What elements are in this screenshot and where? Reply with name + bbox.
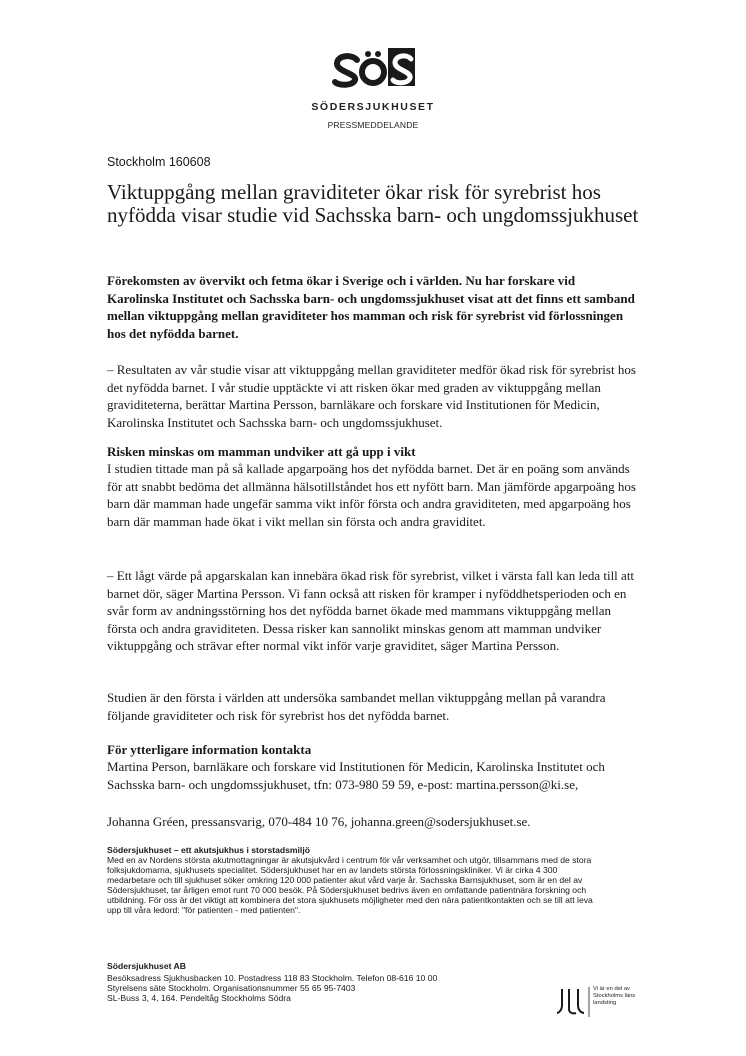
region-affiliation: Vi är en del av Stockholms läns landsting bbox=[593, 986, 636, 1006]
sos-logo bbox=[0, 48, 746, 94]
seat-line: Styrelsens säte Stockholm. Organisationsnummer 55 65 95-7403 bbox=[107, 983, 356, 994]
body-paragraph-4: Studien är den första i världen att undersöka sambandet mellan viktuppgång mellan på varandra följande graviditeter och risk för syrebrist hos det nyfödda barnet. bbox=[107, 690, 606, 723]
contact-johanna: Johanna Gréen, pressansvarig, 070-484 10 76, johanna.green@sodersjukhuset.se. bbox=[107, 814, 531, 829]
about-text: Med en av Nordens största akutmottagningar är akutsjukvård i centrum för vår verksamhet och utgör, tillsammans med de stora folksjukdomarna, sjukhusets specialitet. Södersjukhuset har en av landets största förlossningskliniker. Vi är cirka 4 300 medarbetare och till sjukhuset söker omkring 120 000 patienter akut vård varje år. Sachsska Barnsjukhuset, som är en del av Södersjukhuset, tar årligen emot runt 70 000 besök. På Södersjukhuset bedrivs även en omfattande patientnära forskning och utbildning. För oss är det viktigt att kombinera det stora sjukhusets möjligheter med den nära patientkontakten och se till att leva upp till våra ledord: "för patienten - med patienten". bbox=[107, 855, 593, 916]
body-paragraph-3: – Ett lågt värde på apgarskalan kan innebära ökad risk för syrebrist, vilket i värsta fall kan leda till att barnet dör, säger Martina Persson. Vi fann också att risken för kramper i nyföddhetsperioden och en svår form av andningsstörning hos det nyfödda barnet ökade med mammans viktuppgång mellan första och andra graviditeten. Dessa risker kan sannolikt minskas genom att mamman undviker viktuppgång och strävar efter normal vikt inför varje graviditet, säger Martina Persson. bbox=[107, 568, 635, 654]
sos-logo-icon bbox=[331, 48, 415, 94]
subheading-contact: För ytterligare information kontakta bbox=[107, 742, 312, 757]
document-type: PRESSMEDDELANDE bbox=[327, 120, 419, 130]
dateline: Stockholm 160608 bbox=[107, 155, 211, 169]
address-line: Besöksadress Sjukhusbacken 10. Postadress 118 83 Stockholm. Telefon 08-616 10 00 bbox=[107, 973, 438, 983]
subheading-risk: Risken minskas om mamman undviker att gå upp i vikt bbox=[107, 444, 416, 459]
contact-martina: Martina Person, barnläkare och forskare vid Institutionen för Medicin, Karolinska Institutet och Sachsska barn- och ungdomssjukhuset, tfn: 073-980 59 59, e-post: martina.persson@ki.se, bbox=[107, 759, 605, 792]
lead-paragraph: Förekomsten av övervikt och fetma ökar i Sverige och i världen. Nu har forskare vid Karolinska Institutet och Sachsska barn- och ungdomssjukhuset visat att det finns ett samband mellan viktuppgång mellan graviditeter hos mamman och risk för syrebrist vid förlossningen hos det nyfödda barnet. bbox=[107, 273, 635, 341]
sll-crown-icon bbox=[556, 987, 590, 1017]
hospital-name: SÖDERSJUKHUSET bbox=[311, 101, 435, 113]
sll-logo bbox=[556, 983, 656, 1023]
about-title: Södersjukhuset – ett akutsjukhus i storstadsmiljö bbox=[107, 845, 310, 855]
transit-line: SL-Buss 3, 4, 164. Pendeltåg Stockholms Södra bbox=[107, 993, 291, 1004]
body-paragraph-2: I studien tittade man på så kallade apgarpoäng hos det nyfödda barnet. Det är en poäng som används för att snabbt bedöma det allmänna hälsotillståndet hos ett nyfött barn. Man jämförde apgarpoäng hos barn där mamman hade ungefär samma vikt inför första och andra graviditeten, med apgarpoäng hos barn där mamman hade ökat i vikt mellan sin första och andra graviditet. bbox=[107, 461, 636, 529]
company-info bbox=[107, 973, 597, 1003]
body-paragraph-1: – Resultaten av vår studie visar att viktuppgång mellan graviditeter medför ökad risk för syrebrist hos det nyfödda barnet. I vår studie upptäckte vi att risken ökar med graden av viktuppgång mellan graviditeterna, berättar Martina Persson, barnläkare och forskare vid Institutionen för Medicin, Karolinska Institutet och Sachsska barn- och ungdomssjukhuset. bbox=[107, 362, 636, 430]
company-title: Södersjukhuset AB bbox=[107, 961, 186, 971]
press-release-title: Viktuppgång mellan graviditeter ökar risk för syrebrist hos nyfödda visar studie vid Sachsska barn- och ungdomssjukhuset bbox=[107, 180, 639, 227]
